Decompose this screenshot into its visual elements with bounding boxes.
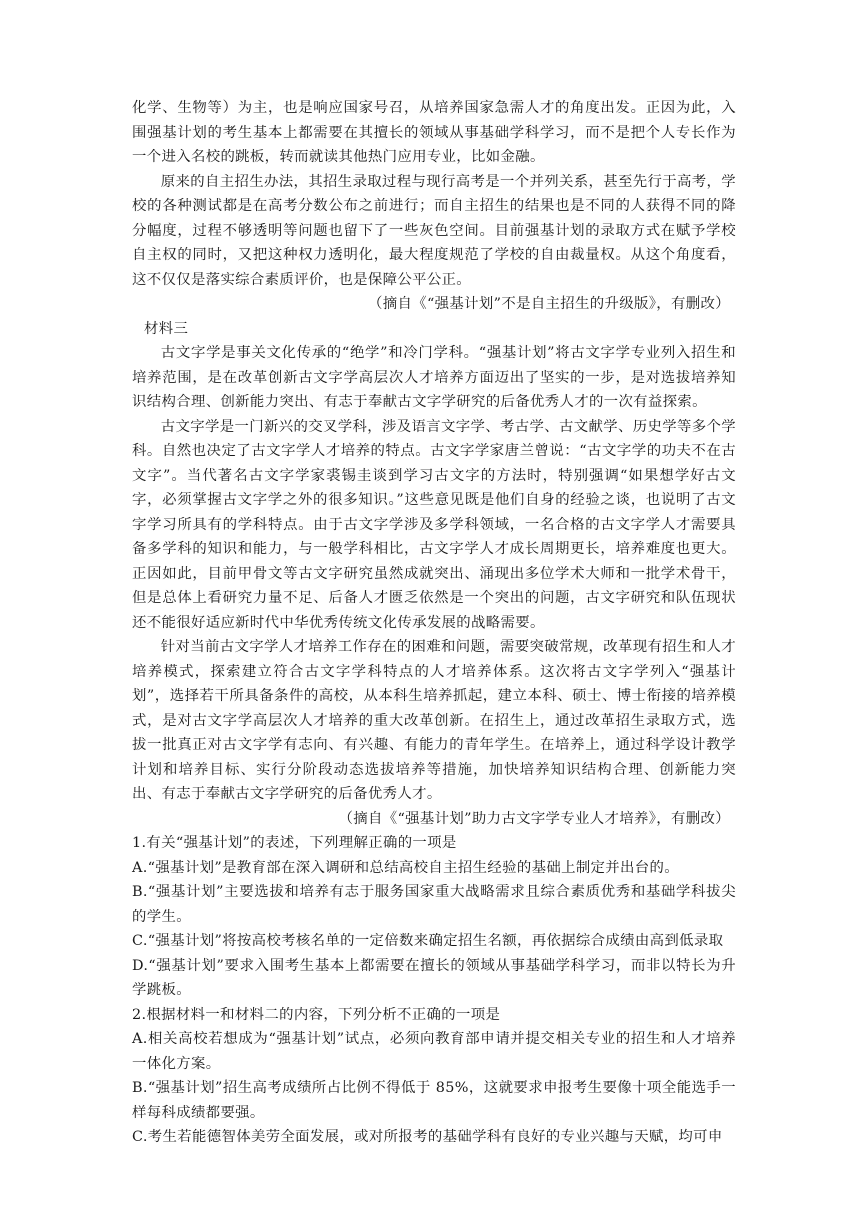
question-2-option-c: C.考生若能德智体美劳全面发展，或对所报考的基础学科有良好的专业兴趣与天赋，均可申 bbox=[132, 1129, 723, 1145]
material2-source: （摘自《“强基计划”不是自主招生的升级版》，有删改） bbox=[368, 296, 730, 312]
question-1-option-d: D.“强基计划”要求入围考生基本上都需要在擅长的领域从事基础学科学习，而非以特长为升学跳板。 bbox=[132, 957, 736, 998]
material3-paragraph-1: 古文字学是事关文化传承的“绝学”和冷门学科。“强基计划”将古文字学专业列入招生和培养范围，是在改革创新古文字学高层次人才培养方面迈出了坚实的一步，是对选拔培养知识结构合理、创新能力突出、有志于奉献古文字学研究的后备优秀人才的一次有益探索。 bbox=[132, 345, 736, 410]
question-1-stem: 1.有关“强基计划”的表述，下列理解正确的一项是 bbox=[132, 835, 457, 851]
material3-paragraph-2: 古文字学是一门新兴的交叉学科，涉及语言文字学、考古学、古文献学、历史学等多个学科。自然也决定了古文字学人才培养的特点。古文字学家唐兰曾说：“古文字学的功夫不在古文字”。当代著名古文字学家裘锡圭谈到学习古文字的方法时，特别强调“如果想学好古文字，必须掌握古文字学之外的很多知识。”这些意见既是他们自身的经验之谈，也说明了古文字学习所具有的学科特点。由于古文字学涉及多学科领域，一名合格的古文字学人才需要具备多学科的知识和能力，与一般学科相比，古文字学人才成长周期更长，培养难度也更大。正因如此，目前甲骨文等古文字研究虽然成就突出、涌现出多位学术大师和一批学术骨干，但是总体上看研究力量不足、后备人才匮乏依然是一个突出的问题，古文字研究和队伍现状还不能很好适应新时代中华优秀传统文化传承发展的战略需要。 bbox=[132, 418, 736, 631]
question-2-option-b: B.“强基计划”招生高考成绩所占比例不得低于 85%，这就要求申报考生要像十项全能选手一样每科成绩都要强。 bbox=[132, 1080, 736, 1121]
material2-paragraph-2: 原来的自主招生办法，其招生录取过程与现行高考是一个并列关系，甚至先行于高考，学校的各种测试都是在高考分数公布之前进行；而自主招生的结果也是不同的人获得不同的降分幅度，过程不够透明等问题也留下了一些灰色空间。目前强基计划的录取方式在赋予学校自主权的同时，又把这种权力透明化，最大程度规范了学校的自由裁量权。从这个角度看，这不仅仅是落实综合素质评价，也是保障公平公正。 bbox=[132, 173, 736, 288]
material3-heading: 材料三 bbox=[144, 320, 189, 337]
material2-paragraph-1: 化学、生物等）为主，也是响应国家号召，从培养国家急需人才的角度出发。正因为此，入围强基计划的考生基本上都需要在其擅长的领域从事基础学科学习，而不是把个人专长作为一个进入名校的跳板，转而就读其他热门应用专业，比如金融。 bbox=[132, 100, 736, 165]
question-2-stem: 2.根据材料一和材料二的内容，下列分析不正确的一项是 bbox=[132, 1006, 501, 1023]
question-1-option-b: B.“强基计划”主要选拔和培养有志于服务国家重大战略需求且综合素质优秀和基础学科拔尖的学生。 bbox=[132, 884, 736, 925]
question-2-option-a: A.相关高校若想成为“强基计划”试点，必须向教育部申请并提交相关专业的招生和人才培养一体化方案。 bbox=[132, 1031, 736, 1072]
material3-paragraph-3: 针对当前古文字学人才培养工作存在的困难和问题，需要突破常规，改革现有招生和人才培养模式，探索建立符合古文字学科特点的人才培养体系。这次将古文字学列入“强基计划”，选择若干所具备条件的高校，从本科生培养抓起，建立本科、硕士、博士衔接的培养模式，是对古文字学高层次人才培养的重大改革创新。在招生上，通过改革招生录取方式，选拔一批真正对古文字学有志向、有兴趣、有能力的青年学生。在培养上，通过科学设计教学计划和培养目标、实行分阶段动态选拔培养等措施，加快培养知识结构合理、创新能力突出、有志于奉献古文字学研究的后备优秀人才。 bbox=[132, 639, 736, 802]
question-1 bbox=[132, 831, 736, 1003]
question-1-option-c: C.“强基计划”将按高校考核名单的一定倍数来确定招生名额，再依据综合成绩由高到低录取 bbox=[132, 933, 724, 949]
question-2 bbox=[132, 1003, 736, 1150]
material3-source: （摘自《“强基计划”助力古文字学专业人才培养》，有删改） bbox=[338, 810, 730, 827]
question-1-option-a: A.“强基计划”是教育部在深入调研和总结高校自主招生经验的基础上制定并出台的。 bbox=[132, 859, 680, 876]
